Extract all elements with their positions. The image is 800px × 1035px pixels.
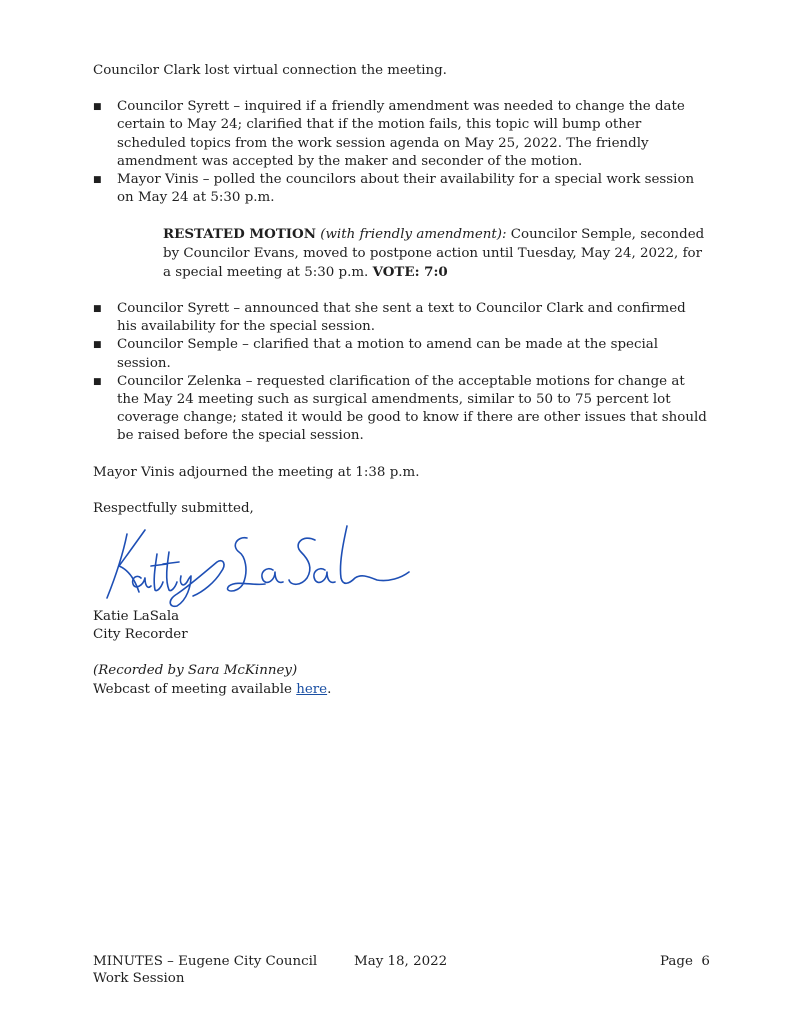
list-item <box>93 373 708 446</box>
motion-label: RESTATED MOTION <box>163 226 316 243</box>
square-bullet-icon: ■ <box>93 175 102 186</box>
page-label: Page <box>660 954 693 969</box>
motion-text: Councilor Semple, seconded by Councilor Evans, moved to postpone action until Tuesday, May 24, 2022, for a special meeting at 5:30 p.m. <box>163 227 705 280</box>
closing-salutation: Respectfully submitted, <box>93 500 254 516</box>
minutes-page-body <box>93 62 708 699</box>
square-bullet-icon: ■ <box>93 304 102 315</box>
motion-vote: VOTE: 7:0 <box>372 263 448 280</box>
list-item <box>93 336 708 372</box>
list-item-text: Councilor Zelenka – requested clarification of the acceptable motions for change at the May 24 meeting such as surgical amendments, similar to 50 to 75 percent lot coverage change; stated it would be good to know if there are other issues that should be raised before the special session. <box>117 373 707 444</box>
page-number: 6 <box>701 954 710 969</box>
list-item <box>93 300 708 336</box>
list-item <box>93 98 708 171</box>
signer-name: Katie LaSala <box>93 609 180 625</box>
list-item-text: Councilor Syrett – inquired if a friendly amendment was needed to change the date certain to May 24; clarified that if the motion fails, this topic will bump other scheduled topics from the work session agenda on May 25, 2022. The friendly amendment was accepted by the maker and seconder of the motion. <box>117 99 685 169</box>
webcast-text: Webcast of meeting available <box>93 681 292 697</box>
footer-title-line-2: Work Session <box>93 971 185 986</box>
list-item-text: Councilor Semple – clarified that a motion to amend can be made at the special session. <box>117 337 659 371</box>
square-bullet-icon: ■ <box>93 340 102 351</box>
list-item <box>93 171 708 207</box>
square-bullet-icon: ■ <box>93 102 102 113</box>
webcast-link[interactable]: here <box>296 681 328 697</box>
footer-page-number <box>660 953 710 970</box>
webcast-note <box>93 681 708 699</box>
discussion-list-1 <box>93 98 708 207</box>
footer-title-line-1: MINUTES – Eugene City Council <box>93 954 318 969</box>
list-item-text: Mayor Vinis – polled the councilors about their availability for a special work session on May 24 at 5:30 p.m. <box>117 172 695 206</box>
webcast-period: . <box>327 681 332 697</box>
restated-motion <box>163 225 708 282</box>
adjournment-note: Mayor Vinis adjourned the meeting at 1:38 p.m. <box>93 464 420 480</box>
motion-qualifier: (with friendly amendment): <box>320 227 507 243</box>
footer-doc-title <box>93 953 317 987</box>
square-bullet-icon: ■ <box>93 376 102 387</box>
footer-date: May 18, 2022 <box>354 954 448 969</box>
recorded-by-note: (Recorded by Sara McKinney) <box>93 663 298 679</box>
handwritten-signature <box>97 520 417 608</box>
discussion-list-2 <box>93 300 708 446</box>
connection-note: Councilor Clark lost virtual connection the meeting. <box>93 63 447 78</box>
list-item-text: Councilor Syrett – announced that she sent a text to Councilor Clark and confirmed his availability for the special session. <box>117 301 686 335</box>
signer-title: City Recorder <box>93 627 188 643</box>
